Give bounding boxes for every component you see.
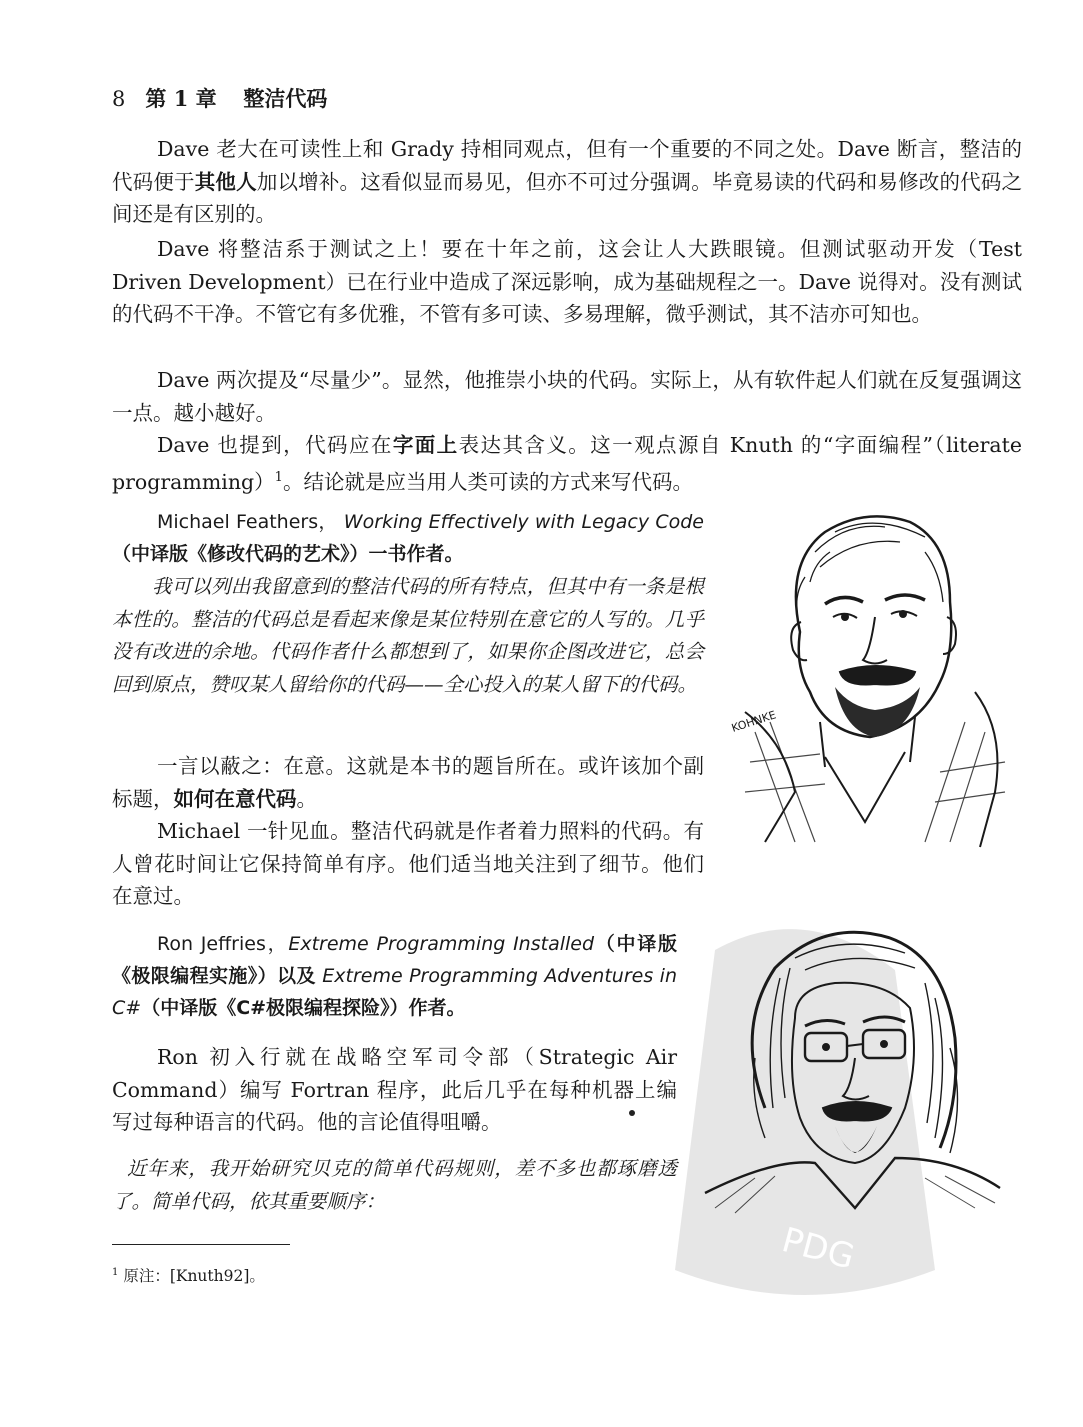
author-name: Michael Feathers， bbox=[157, 511, 338, 533]
paragraph-text: 表达其含义。这一观点源自 Knuth 的“字面编程”（literate programming） bbox=[112, 433, 1022, 494]
book-title: Extreme Programming Installed bbox=[288, 933, 595, 955]
paragraph-dave-literate bbox=[112, 429, 1022, 498]
paragraph-michael-comment: Michael 一针见血。整洁代码就是作者着力照料的代码。有人曾花时间让它保持简单有序。他们适当地关注到了细节。他们在意过。 bbox=[112, 819, 704, 908]
book-title-cn: （中译版《修改代码的艺术》）一书作者。 bbox=[112, 543, 464, 565]
stray-dot bbox=[629, 1110, 635, 1116]
footnote-mark: 1 bbox=[112, 1267, 119, 1278]
ron-jeffries-portrait bbox=[695, 908, 1010, 1233]
paragraph-dave-minimal: Dave 两次提及“尽量少”。显然，他推崇小块的代码。实际上，从有软件起人们就在反复强调这一点。越小越好。 bbox=[112, 368, 1022, 425]
paragraph-text: Dave 老大在可读性上和 Grady 持相同观点，但有一个重要的不同之处。Dave 断言，整洁的代码便于 bbox=[112, 137, 1022, 194]
ron-attribution bbox=[112, 928, 677, 1024]
chapter-label: 第 1 章 bbox=[145, 86, 217, 111]
emphasis-others: 其他人 bbox=[194, 169, 257, 194]
emphasis-care-code: 如何在意代码 bbox=[173, 786, 297, 811]
paragraph-care bbox=[112, 750, 704, 815]
michael-quote: 我可以列出我留意到的整洁代码的所有特点，但其中有一条是根本性的。整洁的代码总是看起来像是某位特别在意它的人写的。几乎没有改进的余地。代码作者什么都想到了，如果你企图改进它，总会回到原点，赞叹某人留给你的代码——全心投入的某人留下的代码。 bbox=[112, 575, 704, 696]
page-number: 8 bbox=[112, 87, 126, 111]
paragraph-text: 。 bbox=[296, 786, 317, 811]
book-title-cn: （中译版《极限编程实施》）以及 bbox=[112, 933, 677, 987]
footnote-divider bbox=[112, 1244, 290, 1245]
footnote-text: 原注：[Knuth92]。 bbox=[123, 1267, 265, 1286]
paragraph-ron-intro: Ron 初入行就在战略空军司令部（Strategic Air Command）编写 Fortran 程序，此后几乎在每种机器上编写过每种语言的代码。他的言论值得咀嚼。 bbox=[112, 1045, 677, 1134]
ron-quote: 近年来，我开始研究贝克的简单代码规则，差不多也都琢磨透了。简单代码，依其重要顺序： bbox=[112, 1157, 677, 1213]
chapter-title: 整洁代码 bbox=[243, 86, 328, 111]
book-title: Working Effectively with Legacy Code bbox=[343, 511, 704, 533]
page-header bbox=[112, 84, 327, 114]
paragraph-text: 加以增补。这看似显而易见，但亦不可过分强调。毕竟易读的代码和易修改的代码之间还是有区别的。 bbox=[112, 169, 1023, 226]
paragraph-text: Dave 也提到，代码应在 bbox=[157, 433, 393, 457]
paragraph-dave-readability bbox=[112, 133, 1022, 231]
paragraph-text: 一言以蔽之：在意。这就是本书的题旨所在。或许该加个副标题， bbox=[112, 754, 704, 811]
michael-attribution bbox=[112, 506, 704, 570]
author-name: Ron Jeffries， bbox=[157, 933, 289, 955]
paragraph-dave-testing: Dave 将整洁系于测试之上！要在十年之前，这会让人大跌眼镜。但测试驱动开发（Test Driven Development）已在行业中造成了深远影响，成为基础规程之一。Dave 说得对。没有测试的代码不干净。不管它有多优雅，不管有多可读、多易理解，微乎测试，其不洁亦可知也。 bbox=[112, 237, 1022, 326]
emphasis-literal: 字面上 bbox=[392, 433, 459, 457]
footnote bbox=[112, 1262, 265, 1287]
watermark-text: PDG bbox=[777, 1220, 859, 1278]
book-title: Extreme Programming Adventures in C# bbox=[112, 965, 677, 1019]
paragraph-text: 。结论就是应当用人类可读的方式来写代码。 bbox=[282, 469, 693, 494]
portrait-signature: KOHNKE bbox=[729, 708, 778, 735]
book-title-cn: （中译版《C#极限编程探险》）作者。 bbox=[141, 997, 466, 1019]
michael-feathers-portrait bbox=[725, 492, 1015, 857]
footnote-ref: 1 bbox=[274, 469, 283, 485]
